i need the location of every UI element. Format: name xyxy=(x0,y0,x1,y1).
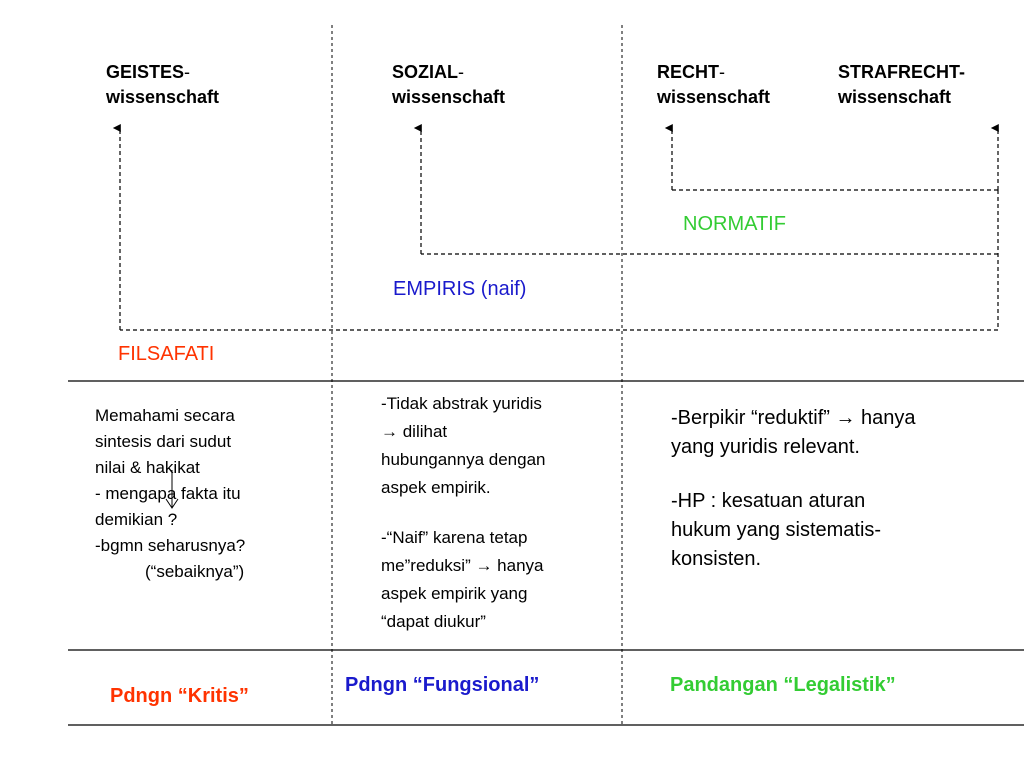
header-sozial xyxy=(392,60,505,110)
description-line: hukum yang sistematis- xyxy=(671,519,882,541)
header-geistes-line2: wissenschaft xyxy=(106,87,220,107)
description-line: - mengapa fakta itu xyxy=(95,484,241,503)
description-line: Memahami secara xyxy=(95,406,235,425)
description-filsafati xyxy=(95,403,245,585)
description-line: sintesis dari sudut xyxy=(95,432,232,451)
label-empiris: EMPIRIS (naif) xyxy=(393,278,527,300)
description-line: nilai & hakikat xyxy=(95,458,200,477)
description-line: hubungannya dengan xyxy=(381,450,546,469)
header-strafrecht-line2: wissenschaft xyxy=(838,87,952,107)
description-line: “dapat diukur” xyxy=(381,612,486,631)
view-fungsional: Pdngn “Fungsional” xyxy=(345,674,540,696)
view-legalistik: Pandangan “Legalistik” xyxy=(670,674,896,696)
description-normatif xyxy=(671,404,916,574)
header-geistes-main: GEISTES xyxy=(106,62,185,82)
description-empiris xyxy=(381,390,546,636)
description-line: -bgmn seharusnya? xyxy=(95,536,246,555)
description-line: me”reduksi” → hanya xyxy=(381,556,544,575)
description-line: demikian ? xyxy=(95,510,178,529)
label-normatif: NORMATIF xyxy=(683,213,786,235)
description-line: aspek empirik yang xyxy=(381,584,528,603)
header-sozial-line2: wissenschaft xyxy=(392,87,506,107)
description-line: -HP : kesatuan aturan xyxy=(671,490,866,512)
description-line: -Tidak abstrak yuridis xyxy=(381,394,542,413)
header-sozial-suffix: - xyxy=(458,62,464,82)
description-line: yang yuridis relevant. xyxy=(671,436,860,458)
description-line: konsisten. xyxy=(671,548,762,570)
label-filsafati: FILSAFATI xyxy=(118,343,215,365)
description-line: aspek empirik. xyxy=(381,478,491,497)
header-strafrecht-main: STRAFRECHT- xyxy=(838,62,965,82)
header-recht-main: RECHT xyxy=(657,62,719,82)
header-recht-suffix: - xyxy=(719,62,725,82)
header-recht xyxy=(657,60,770,110)
header-strafrecht xyxy=(838,60,965,110)
description-line: (“sebaiknya”) xyxy=(145,562,245,581)
header-recht-line2: wissenschaft xyxy=(657,87,771,107)
filsafati-bracket xyxy=(120,190,998,330)
view-kritis: Pdngn “Kritis” xyxy=(110,685,249,707)
description-line: -Berpikir “reduktif” → hanya xyxy=(671,407,916,429)
header-sozial-main: SOZIAL xyxy=(392,62,458,82)
description-line: → dilihat xyxy=(381,422,448,441)
header-geistes-suffix: - xyxy=(184,62,191,82)
description-line: -“Naif” karena tetap xyxy=(381,528,528,547)
header-geistes xyxy=(106,60,219,110)
